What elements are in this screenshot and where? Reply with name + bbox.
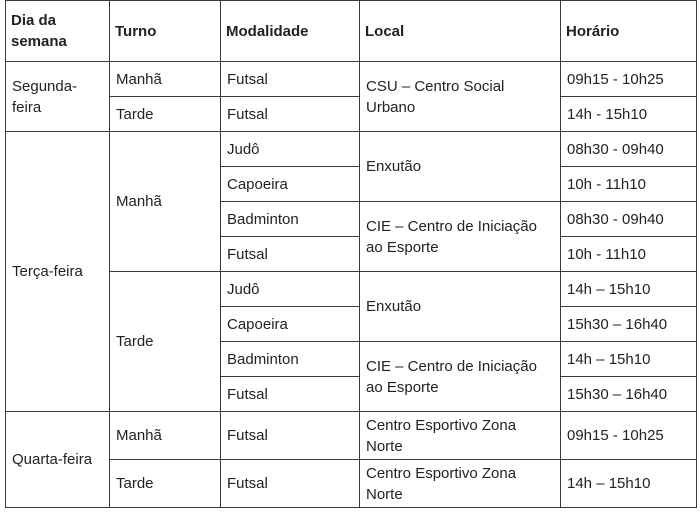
header-place: Local (360, 1, 561, 62)
place-cell: CIE – Centro de Iniciação ao Esporte (360, 202, 561, 272)
table-row (6, 412, 697, 460)
time-cell: 14h – 15h10 (561, 460, 697, 508)
header-modality: Modalidade (221, 1, 360, 62)
day-cell: Terça-feira (6, 132, 110, 412)
place-cell: Enxutão (360, 132, 561, 202)
shift-cell: Tarde (110, 272, 221, 412)
time-cell: 10h - 11h10 (561, 237, 697, 272)
time-cell: 14h – 15h10 (561, 342, 697, 377)
time-cell: 15h30 – 16h40 (561, 377, 697, 412)
place-cell: CIE – Centro de Iniciação ao Esporte (360, 342, 561, 412)
table-row (6, 272, 697, 307)
schedule-table (5, 0, 697, 508)
header-day: Dia da semana (6, 1, 110, 62)
time-cell: 09h15 - 10h25 (561, 62, 697, 97)
table-row (6, 62, 697, 97)
shift-cell: Manhã (110, 62, 221, 97)
place-cell: CSU – Centro Social Urbano (360, 62, 561, 132)
shift-cell: Manhã (110, 132, 221, 272)
modality-cell: Futsal (221, 377, 360, 412)
shift-cell: Tarde (110, 97, 221, 132)
time-cell: 08h30 - 09h40 (561, 132, 697, 167)
time-cell: 08h30 - 09h40 (561, 202, 697, 237)
day-cell: Segunda-feira (6, 62, 110, 132)
shift-cell: Manhã (110, 412, 221, 460)
table-row (6, 460, 697, 508)
modality-cell: Judô (221, 272, 360, 307)
place-cell: Enxutão (360, 272, 561, 342)
header-row (6, 1, 697, 62)
modality-cell: Futsal (221, 62, 360, 97)
header-shift: Turno (110, 1, 221, 62)
modality-cell: Badminton (221, 202, 360, 237)
modality-cell: Futsal (221, 237, 360, 272)
time-cell: 14h – 15h10 (561, 272, 697, 307)
place-cell: Centro Esportivo Zona Norte (360, 412, 561, 460)
modality-cell: Capoeira (221, 307, 360, 342)
table-row (6, 97, 697, 132)
modality-cell: Futsal (221, 412, 360, 460)
time-cell: 09h15 - 10h25 (561, 412, 697, 460)
modality-cell: Judô (221, 132, 360, 167)
time-cell: 15h30 – 16h40 (561, 307, 697, 342)
time-cell: 14h - 15h10 (561, 97, 697, 132)
modality-cell: Badminton (221, 342, 360, 377)
time-cell: 10h - 11h10 (561, 167, 697, 202)
modality-cell: Futsal (221, 97, 360, 132)
place-cell: Centro Esportivo Zona Norte (360, 460, 561, 508)
day-cell: Quarta-feira (6, 412, 110, 508)
table-row (6, 132, 697, 167)
shift-cell: Tarde (110, 460, 221, 508)
modality-cell: Futsal (221, 460, 360, 508)
modality-cell: Capoeira (221, 167, 360, 202)
header-time: Horário (561, 1, 697, 62)
